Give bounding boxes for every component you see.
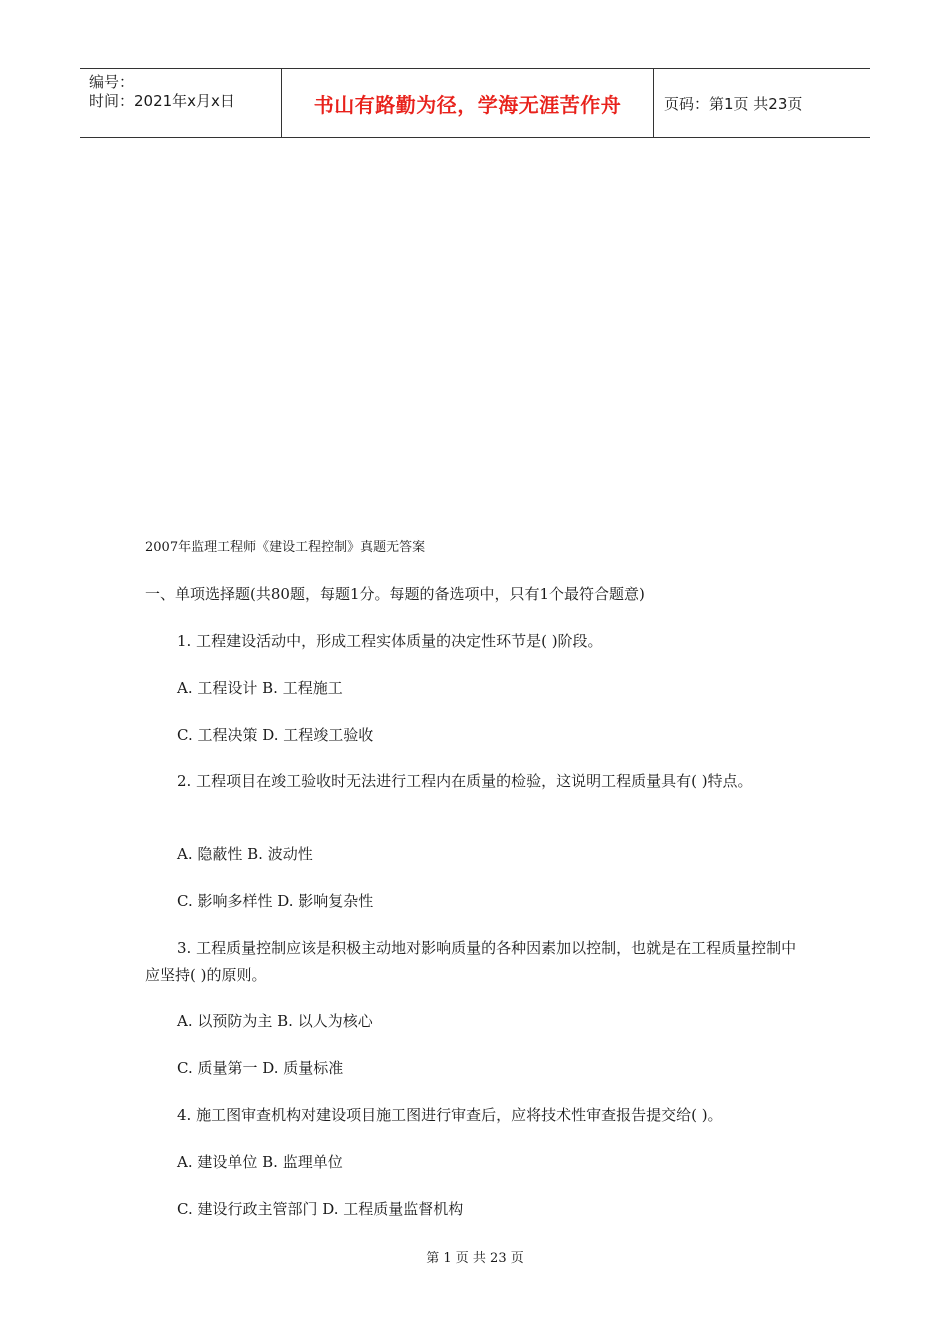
question-2-options-ab: A. 隐蔽性 B. 波动性 xyxy=(177,845,313,863)
question-2-options-cd: C. 影响多样性 D. 影响复杂性 xyxy=(177,892,374,910)
question-3-options-cd: C. 质量第一 D. 质量标准 xyxy=(177,1059,344,1077)
time-label: 时间：2021年x月x日 xyxy=(89,92,235,110)
section-heading: 一、单项选择题(共80题，每题1分。每题的备选项中，只有1个最符合题意) xyxy=(145,585,645,603)
question-2-stem: 2. 工程项目在竣工验收时无法进行工程内在质量的检验，这说明工程质量具有( )特点。 xyxy=(177,772,753,790)
question-1-stem: 1. 工程建设活动中，形成工程实体质量的决定性环节是( )阶段。 xyxy=(177,632,603,650)
header-page-info: 页码：第1页 共23页 xyxy=(664,94,803,113)
page-footer: 第 1 页 共 23 页 xyxy=(426,1251,524,1266)
question-4-options-ab: A. 建设单位 B. 监理单位 xyxy=(177,1153,343,1171)
header-motto: 书山有路勤为径，学海无涯苦作舟 xyxy=(282,69,654,137)
serial-label: 编号： xyxy=(89,73,135,91)
question-4-options-cd: C. 建设行政主管部门 D. 工程质量监督机构 xyxy=(177,1200,464,1218)
question-4-stem: 4. 施工图审查机构对建设项目施工图进行审查后，应将技术性审查报告提交给( )。 xyxy=(177,1106,723,1124)
document-header xyxy=(80,68,870,138)
document-title: 2007年监理工程师《建设工程控制》真题无答案 xyxy=(145,540,426,555)
question-1-options-cd: C. 工程决策 D. 工程竣工验收 xyxy=(177,726,374,744)
question-1-options-ab: A. 工程设计 B. 工程施工 xyxy=(177,679,343,697)
question-3-stem: 3. 工程质量控制应该是积极主动地对影响质量的各种因素加以控制，也就是在工程质量控制中应坚持( )的原则。 xyxy=(145,939,797,984)
question-3-options-ab: A. 以预防为主 B. 以人为核心 xyxy=(177,1012,373,1030)
header-meta xyxy=(80,69,282,137)
